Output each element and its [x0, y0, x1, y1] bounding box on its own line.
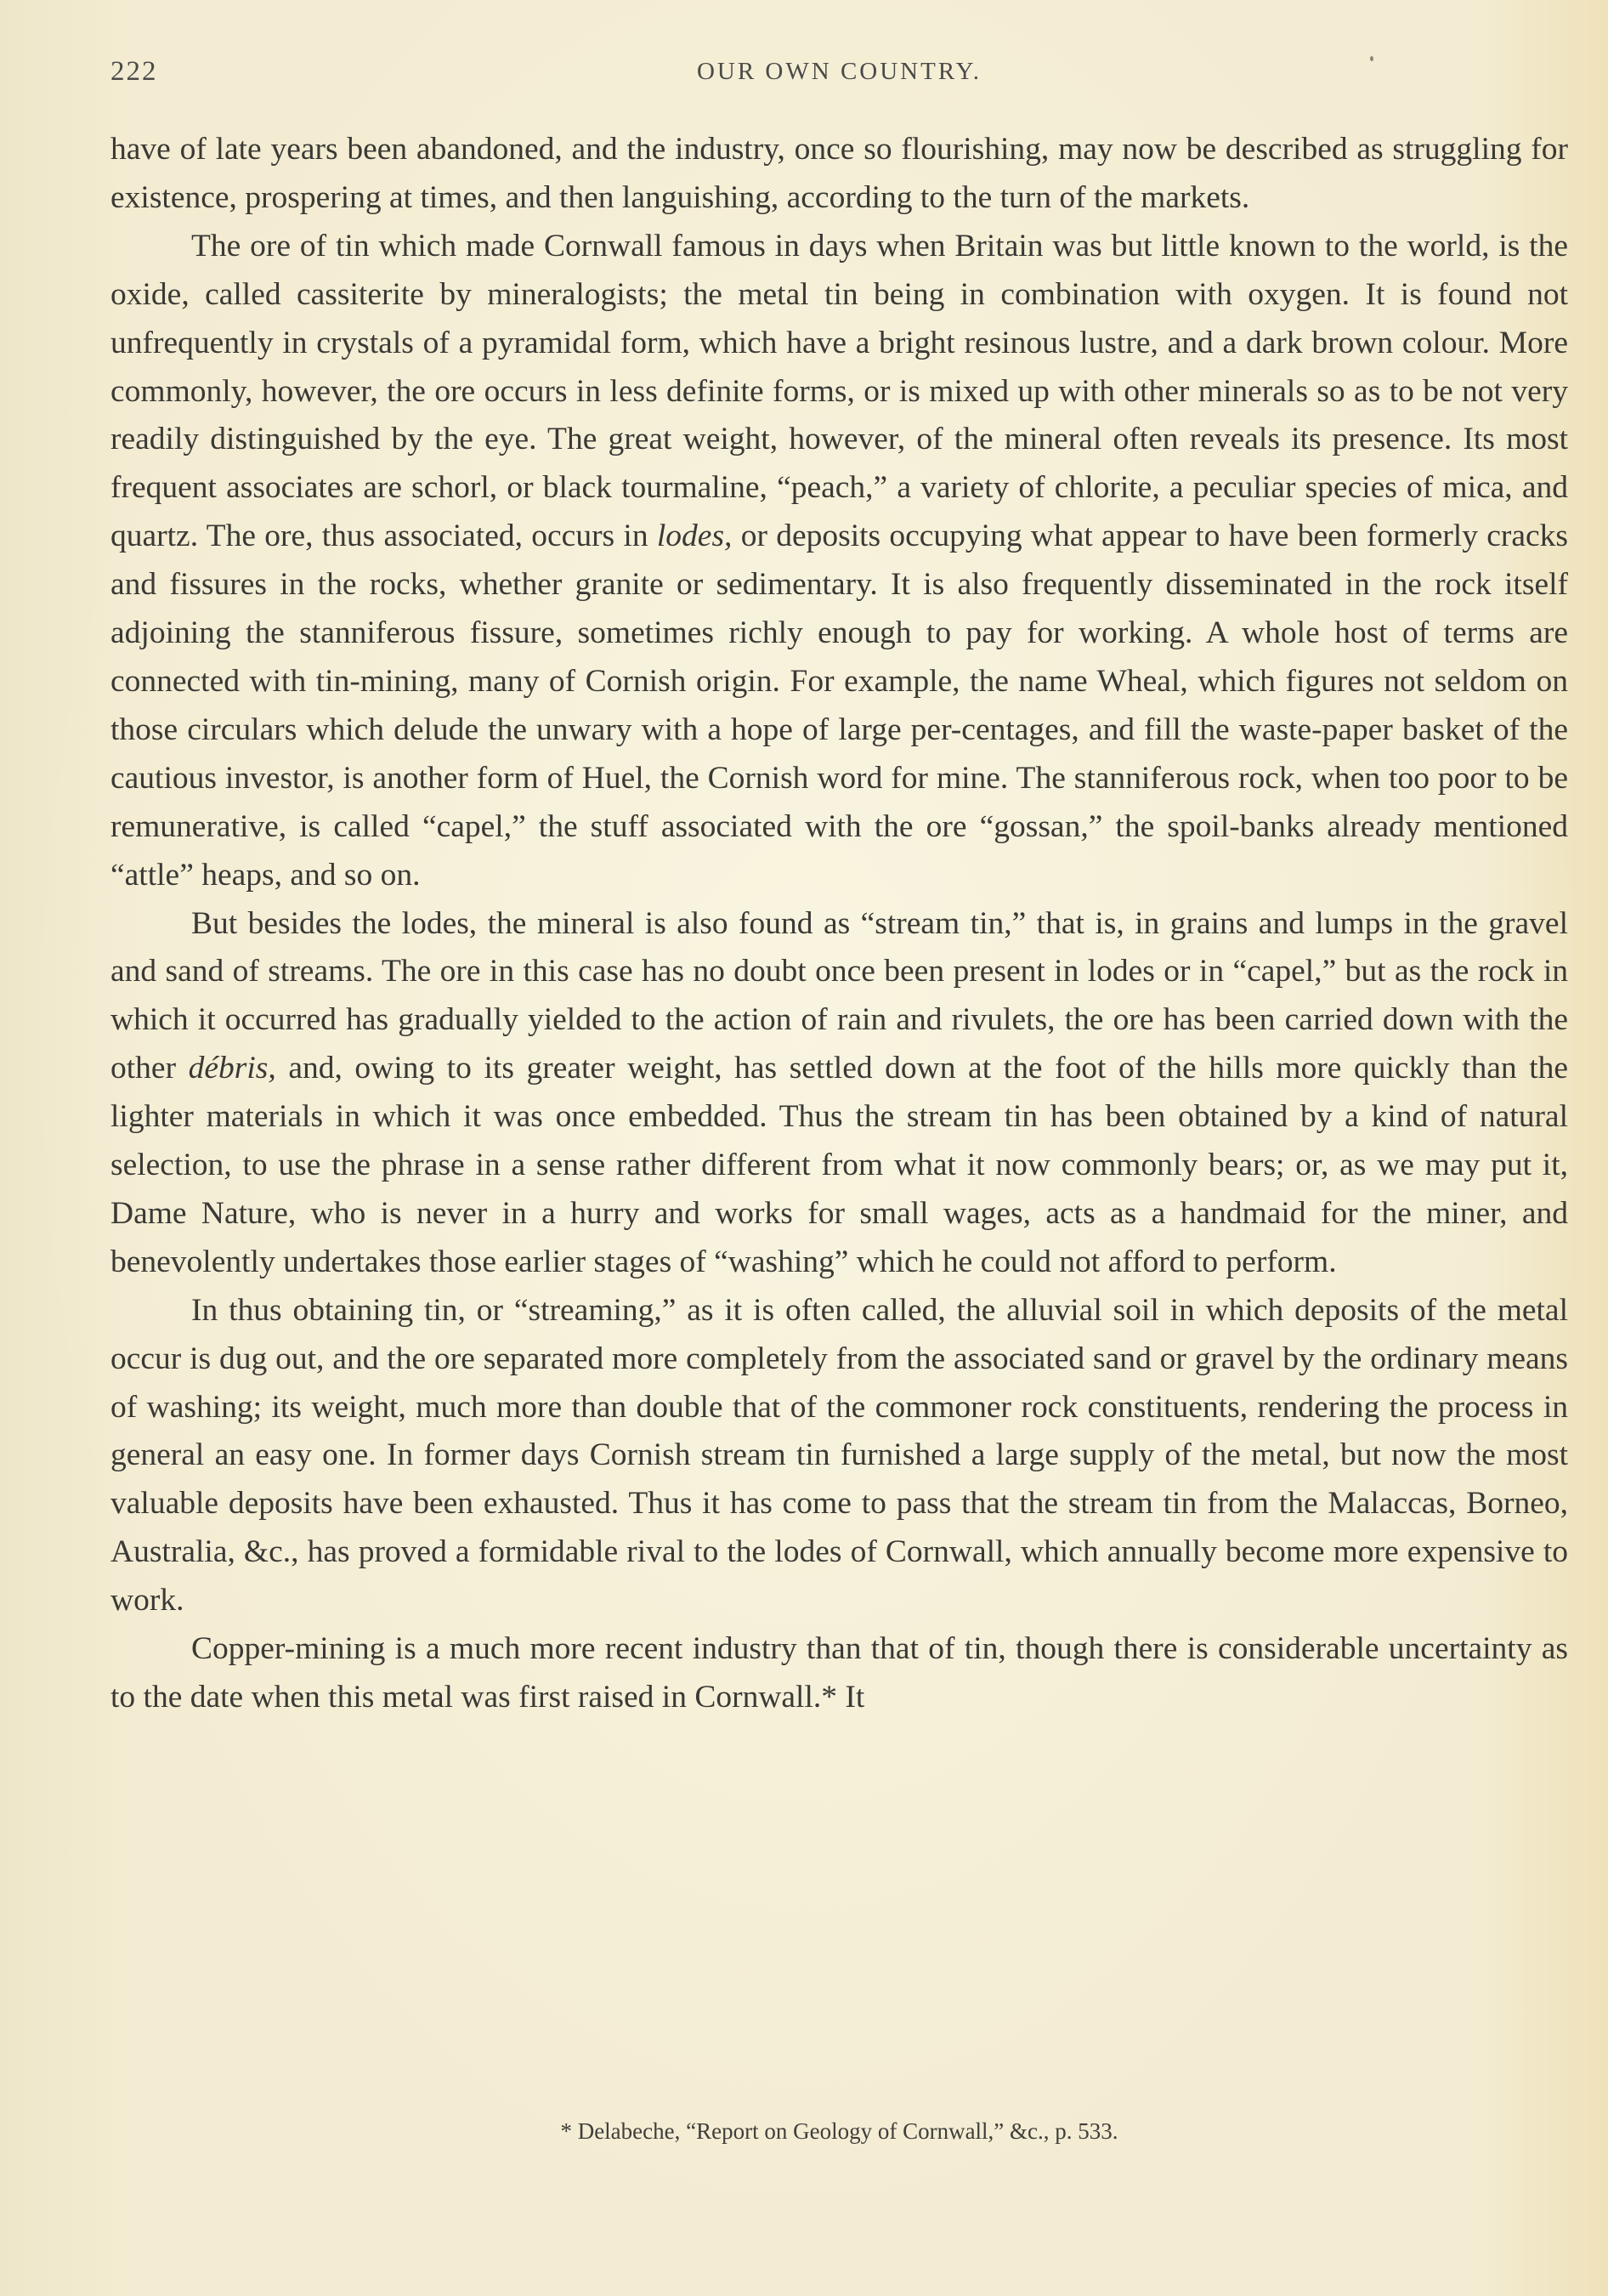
paragraph-4-text: In thus obtaining tin, or “streaming,” as it is often called, the alluvial soil in which deposits of the metal occur is dug out, and the ore separated more completely from the associated sand or gravel by the ordinary means of washing; its weight, much more than double that of the commoner rock constituents, rendering the process in general an easy one. In former days Cornish stream tin furnished a large supply of the metal, but now the most valuable deposits have been exhausted. Thus it has come to pass that the stream tin from the Malaccas, Borneo, Australia, &c., has proved a formidable rival to the lodes of Cornwall, which annually become more expensive to work. [110, 1292, 1568, 1619]
running-head: OUR OWN COUNTRY. [696, 58, 982, 85]
italic-lodes: lodes, [656, 519, 733, 554]
paragraph-1 [110, 126, 1568, 223]
paragraph-4 [110, 1287, 1568, 1625]
paragraph-3-text-b: and, owing to its greater weight, has settled down at the foot of the hills more quickly than the lighter materials in which it was once embedded. Thus the stream tin has been obtained by a kind of natural selection, to use the phrase in a sense rather different from what it now commonly bears; or, as we may put it, Dame Nature, who is never in a hurry and works for small wages, acts as a handmaid for the miner, and benevolently undertakes those earlier stages of “washing” which he could not afford to perform. [110, 1051, 1569, 1279]
paragraph-3-text-a: But besides the lodes, the mineral is also found as “stream tin,” that is, in grains and lumps in the gravel and sand of streams. The ore in this case has no doubt once been present in lodes or in “capel,” but as the rock in which it occurred has gradually yielded to the action of rain and rivulets, the ore has been carried down with the other [110, 905, 1568, 1086]
paragraph-2 [110, 223, 1568, 900]
page-number: 222 [110, 56, 158, 87]
body-text [110, 126, 1568, 1722]
paragraph-5-text: Copper-mining is a much more recent industry than that of tin, though there is considerable uncertainty as to the date when this metal was first raised in Cornwall.* It [110, 1631, 1568, 1715]
paragraph-1-text: have of late years been abandoned, and the industry, once so flourishing, may now be described as struggling for existence, prospering at times, and then languishing, according to the turn of the markets. [110, 132, 1568, 215]
paragraph-2-text-b: or deposits occupying what appear to have been formerly cracks and fissures in the rocks, whether granite or sedimentary. It is also frequently disseminated in the rock itself adjoining the stanniferous fissure, sometimes richly enough to pay for working. A whole host of terms are connected with tin-mining, many of Cornish origin. For example, the name Wheal, which figures not seldom on those circulars which delude the unwary with a hope of large per-centages, and fill the waste-paper basket of the cautious investor, is another form of Huel, the Cornish word for mine. The stanniferous rock, when too poor to be remunerative, is called “capel,” the stuff associated with the ore “gossan,” the spoil-banks already mentioned “attle” heaps, and so on. [110, 519, 1569, 893]
paragraph-5 [110, 1625, 1568, 1722]
paragraph-3 [110, 900, 1568, 1287]
footnote: * Delabeche, “Report on Geology of Cornwall,” &c., p. 533. [560, 2118, 1118, 2144]
italic-debris: débris, [188, 1051, 276, 1086]
page-header [110, 56, 1568, 90]
paragraph-2-text-a: The ore of tin which made Cornwall famous in days when Britain was but little known to the world, is the oxide, called cassiterite by mineralogists; the metal tin being in combination with oxygen. It is found not unfrequently in crystals of a pyramidal form, which have a bright resinous lustre, and a dark brown colour. More commonly, however, the ore occurs in less definite forms, or is mixed up with other minerals so as to be not very readily distinguished by the eye. The great weight, however, of the mineral often reveals its presence. Its most frequent associates are schorl, or black tourmaline, “peach,” a variety of chlorite, a peculiar species of mica, and quartz. The ore, thus associated, occurs in [110, 228, 1568, 554]
